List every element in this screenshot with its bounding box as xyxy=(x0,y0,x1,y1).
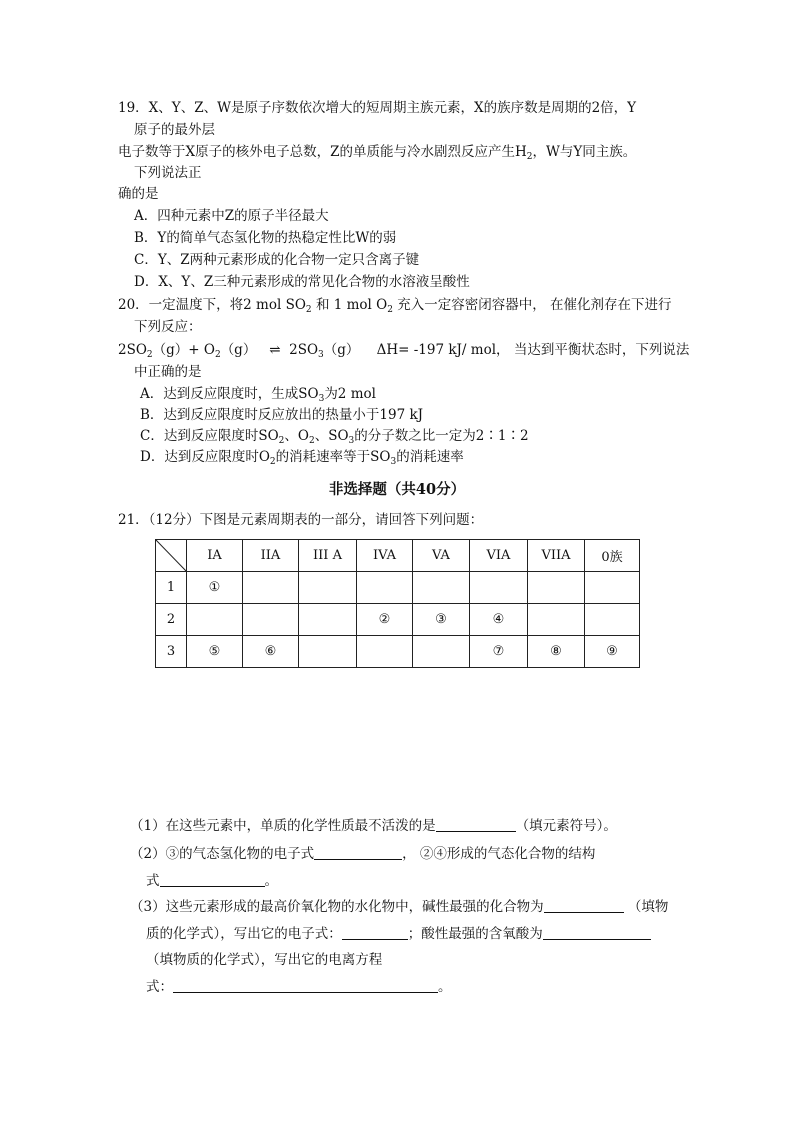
answer-blank[interactable] xyxy=(314,845,402,860)
q21-part3-line4: 式： 。 xyxy=(146,979,452,995)
element-cell xyxy=(357,572,413,604)
element-cell xyxy=(357,636,413,668)
q19-option-d: D．X、Y、Z三种元素形成的常见化合物的水溶液呈酸性 xyxy=(134,274,470,290)
answer-blank[interactable] xyxy=(543,925,651,940)
period-label: 1 xyxy=(156,572,187,604)
diagonal-corner-cell xyxy=(156,540,187,572)
group-header: III A xyxy=(299,540,357,572)
q21-part1: （1）在这些元素中，单质的化学性质最不活泼的是 （填元素符号）。 xyxy=(130,818,617,834)
equilibrium-arrow-icon: ⇌ xyxy=(269,342,281,358)
period-label: 3 xyxy=(156,636,187,668)
answer-blank[interactable] xyxy=(160,872,265,887)
q19-option-c: C．Y、Z两种元素形成的化合物一定只含离子键 xyxy=(134,252,420,268)
answer-blank[interactable] xyxy=(173,978,438,993)
q21-part2-line1: （2）③的气态氢化物的电子式 ， ②④形成的气态化合物的结构 xyxy=(130,846,596,862)
element-cell xyxy=(585,604,640,636)
q19-option-b: B．Y的简单气态氢化物的热稳定性比W的弱 xyxy=(134,230,397,246)
element-cell xyxy=(299,604,357,636)
element-cell xyxy=(243,604,299,636)
q21-part3-line2: 质的化学式），写出它的电子式： ；酸性最强的含氧酸为 xyxy=(146,924,651,944)
element-cell: ① xyxy=(187,572,243,604)
element-cell: ③ xyxy=(413,604,470,636)
group-header: VIIA xyxy=(528,540,585,572)
element-cell xyxy=(413,572,470,604)
periodic-table xyxy=(155,539,640,668)
q20-option-a: A．达到反应限度时，生成$SO_3$为2 mol xyxy=(140,386,376,404)
q19-line5: 确的是 xyxy=(118,186,159,202)
answer-blank[interactable] xyxy=(436,817,516,832)
element-cell xyxy=(528,604,585,636)
answer-blank[interactable] xyxy=(544,898,624,913)
element-cell xyxy=(470,572,528,604)
element-cell xyxy=(528,572,585,604)
q19-line2: 原子的最外层 xyxy=(134,122,215,138)
group-header: IVA xyxy=(357,540,413,572)
element-cell: ⑨ xyxy=(585,636,640,668)
q19-line4: 下列说法正 xyxy=(134,165,202,181)
section-title: 非选择题（共40分） xyxy=(328,481,466,498)
element-cell: ⑦ xyxy=(470,636,528,668)
element-cell: ② xyxy=(357,604,413,636)
q19-line1: 19．X、Y、Z、W是原子序数依次增大的短周期主族元素，X的族序数是周期的2倍，Y xyxy=(118,100,637,116)
q19-line3: 电子数等于X原子的核外电子总数，Z的单质能与冷水剧烈反应产生$H_2$，W与Y同主族。 xyxy=(118,144,637,162)
group-header: IA xyxy=(187,540,243,572)
table-row xyxy=(156,636,640,668)
q21-intro: 21．（12分）下图是元素周期表的一部分，请回答下列问题： xyxy=(118,512,484,528)
element-cell xyxy=(299,572,357,604)
element-cell: ⑧ xyxy=(528,636,585,668)
q19-option-a: A．四种元素中Z的原子半径最大 xyxy=(134,208,329,224)
element-cell xyxy=(299,636,357,668)
q20-option-d: D．达到反应限度时$O_2$的消耗速率等于$SO_3$的消耗速率 xyxy=(140,449,464,467)
q20-option-c: C．达到反应限度时$SO_2$、$O_2$、$SO_3$的分子数之比一定为2∶1∶2 xyxy=(140,428,529,446)
q20-line1: 20．一定温度下，将2 mol $SO_2$ 和 1 mol $O_2$ 充入一定容密闭容器中， 在催化剂存在下进行 xyxy=(118,297,672,315)
period-label: 2 xyxy=(156,604,187,636)
element-cell xyxy=(243,572,299,604)
element-cell xyxy=(585,572,640,604)
element-cell: ⑥ xyxy=(243,636,299,668)
q20-line4: 中正确的是 xyxy=(134,364,202,380)
table-header-row xyxy=(156,540,640,572)
table-row xyxy=(156,572,640,604)
q20-equation: $2SO_2(g)+ O_2(g)$ ⇌ $2SO_3(g)$ ΔH= -197 kJ/ mol， 当达到平衡状态时，下列说法 xyxy=(118,342,690,360)
group-header: IIA xyxy=(243,540,299,572)
element-cell: ⑤ xyxy=(187,636,243,668)
q20-line2: 下列反应： xyxy=(134,319,202,335)
answer-blank[interactable] xyxy=(342,925,408,940)
element-cell xyxy=(187,604,243,636)
q20-option-b: B．达到反应限度时反应放出的热量小于197 kJ xyxy=(140,407,424,423)
group-header: VA xyxy=(413,540,470,572)
element-cell: ④ xyxy=(470,604,528,636)
q21-part3-line3: （填物质的化学式），写出它的电离方程 xyxy=(146,952,383,968)
q21-part3-line1: （3）这些元素形成的最高价氧化物的水化物中，碱性最强的化合物为 （填物 xyxy=(130,899,669,915)
table-row xyxy=(156,604,640,636)
group-header: VIA xyxy=(470,540,528,572)
q21-part2-line2: 式 。 xyxy=(146,873,278,889)
group-header: 0族 xyxy=(585,540,640,572)
element-cell xyxy=(413,636,470,668)
